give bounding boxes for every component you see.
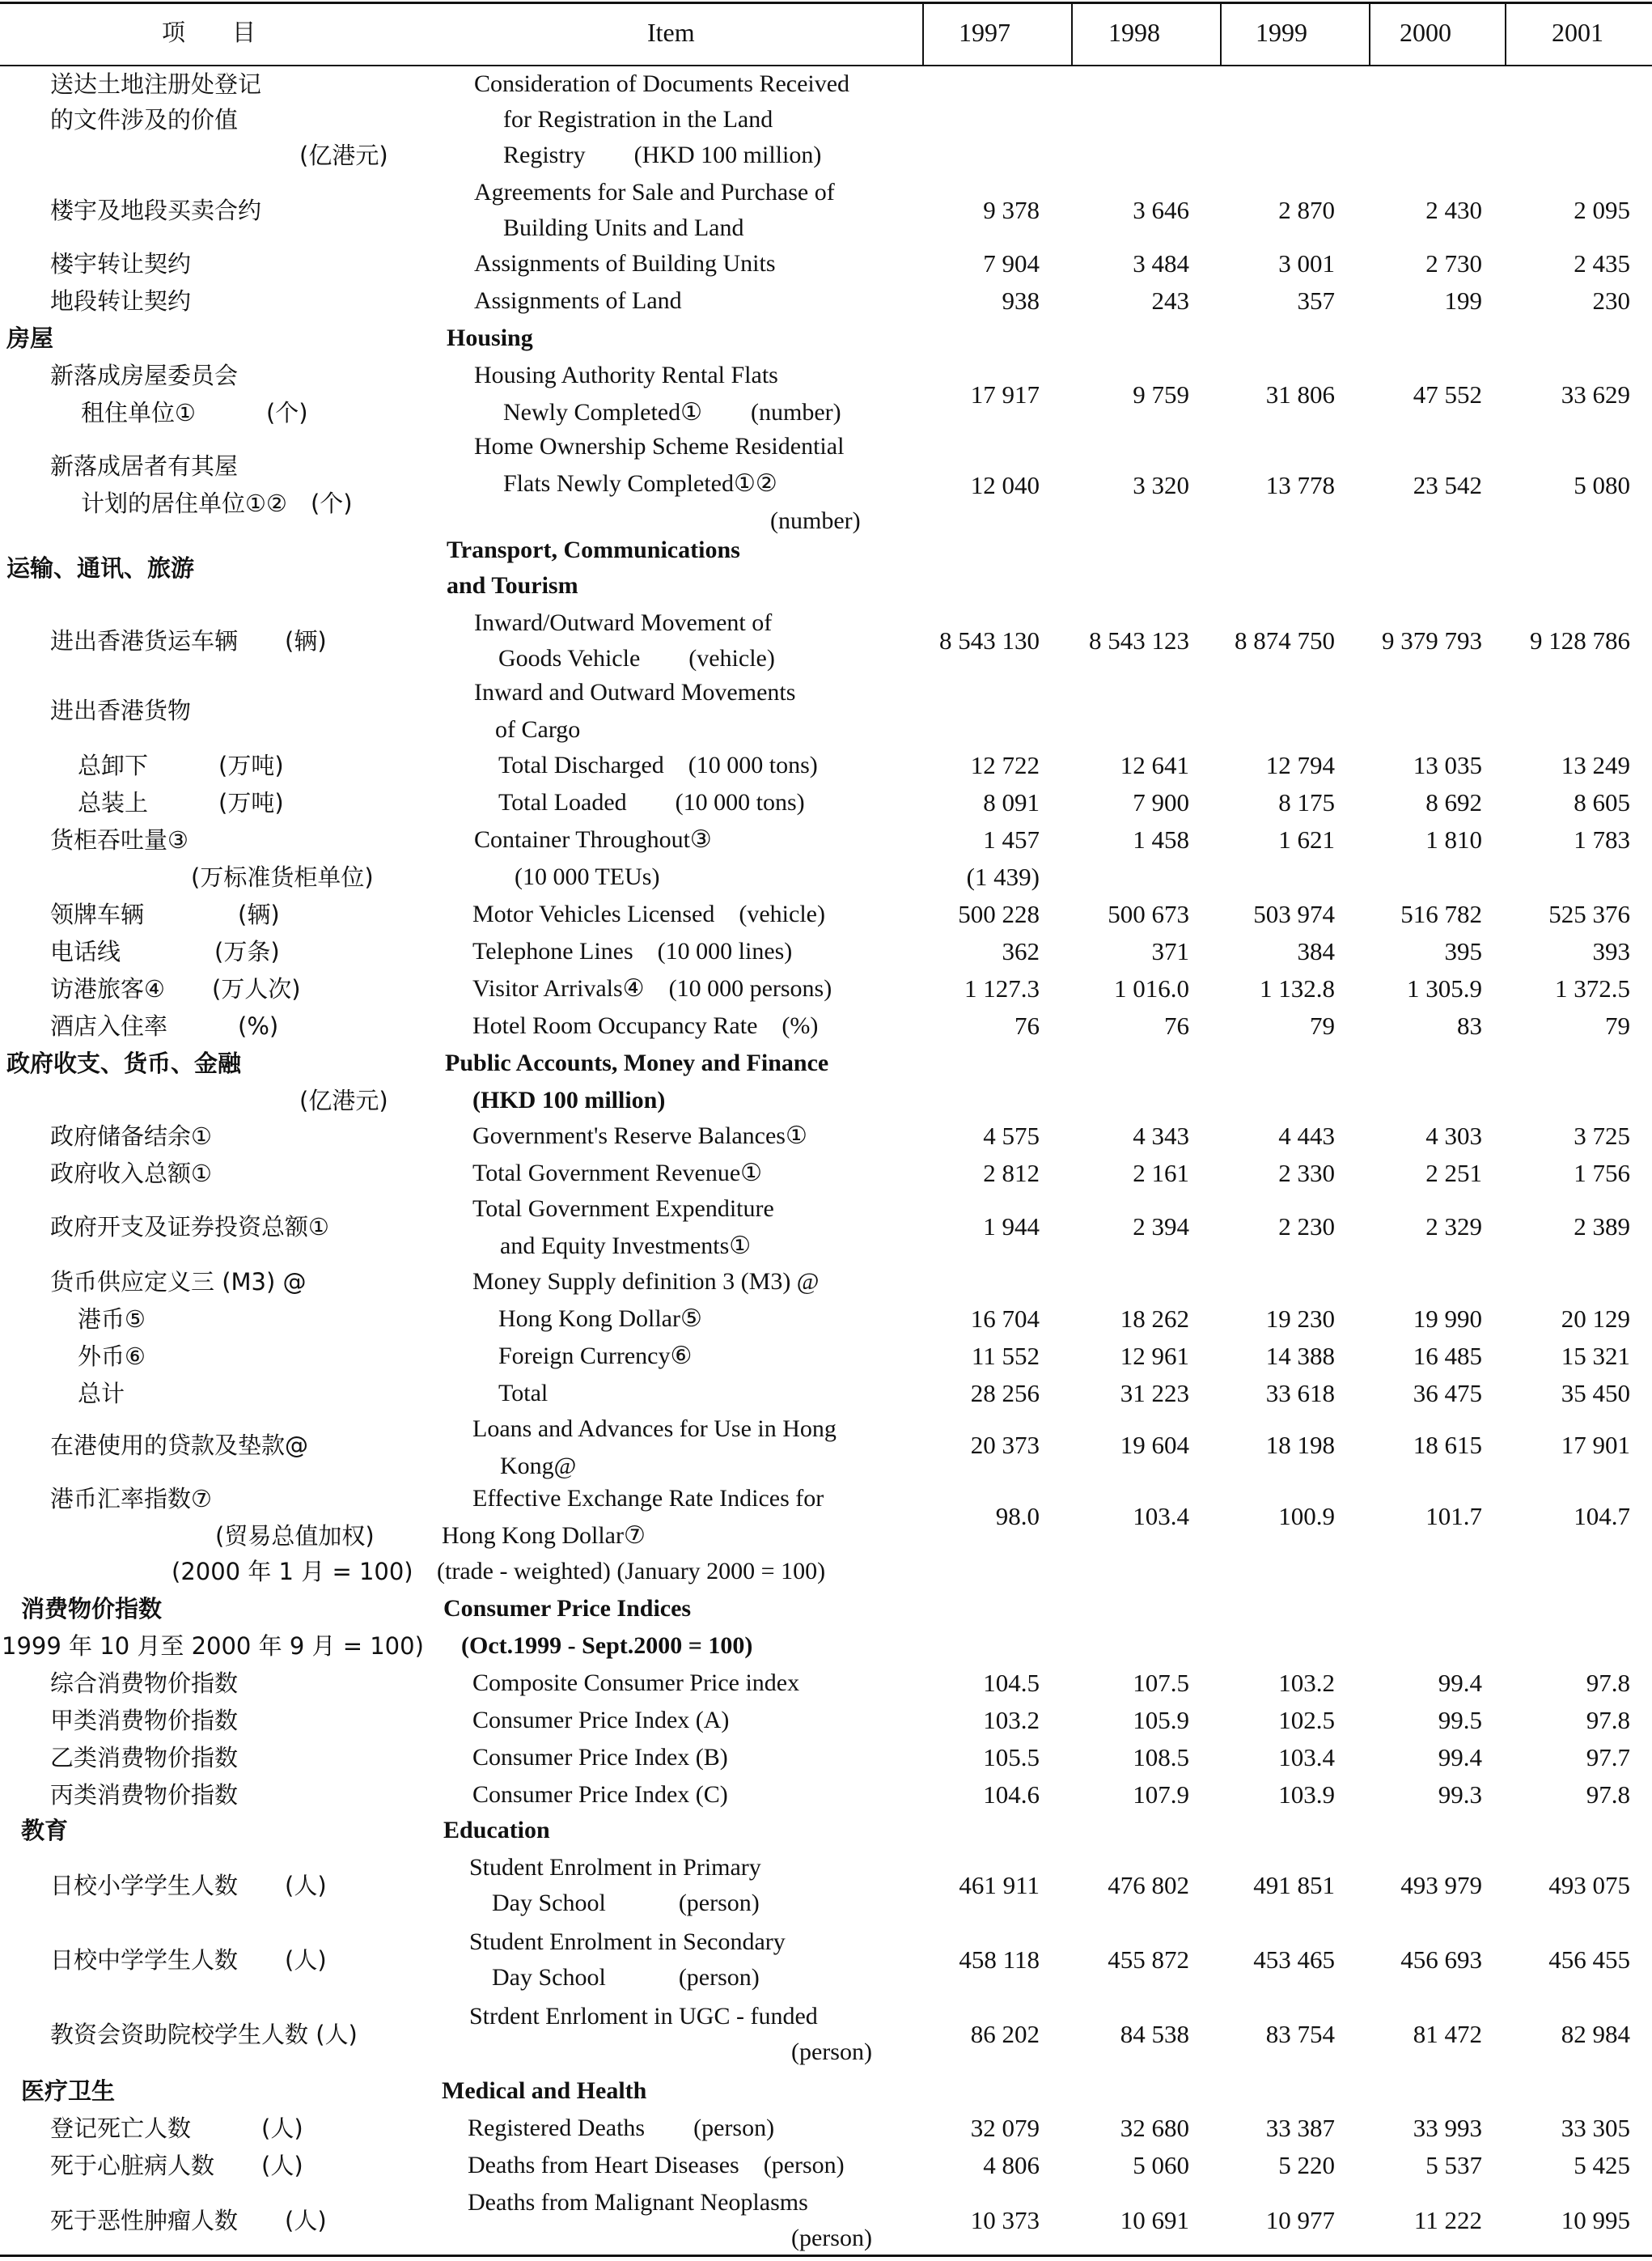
cell-value: 8 874 750 <box>1235 626 1335 655</box>
row-label-en: Deaths from Heart Diseases (person) <box>468 2152 845 2178</box>
cell-value: 35 450 <box>1561 1379 1630 1407</box>
header-item-en: Item <box>647 18 695 47</box>
row-unit-cn: (万标准货柜单位) <box>191 863 374 891</box>
row-label-en: Hotel Room Occupancy Rate (%) <box>472 1012 819 1039</box>
section-heading-en: (Oct.1999 - Sept.2000 = 100) <box>461 1632 753 1659</box>
row-label-en: Assignments of Building Units <box>474 250 776 277</box>
row-label-cn: 进出香港货运车辆 (辆) <box>50 627 327 655</box>
row-label-cn: 新落成房屋委员会 <box>50 362 239 389</box>
row-label-cn: 楼宇转让契约 <box>50 250 192 278</box>
cell-value: 107.9 <box>1133 1780 1189 1809</box>
cell-value: 500 673 <box>1108 900 1189 928</box>
cell-value: 516 782 <box>1400 900 1482 928</box>
cell-value: 230 <box>1592 286 1630 315</box>
cell-value: 15 321 <box>1561 1342 1630 1370</box>
cell-value: 83 754 <box>1265 2020 1335 2048</box>
cell-value: 2 435 <box>1574 249 1630 278</box>
cell-value: 503 974 <box>1253 900 1335 928</box>
row-label-cn: 领牌车辆 (辆) <box>50 901 280 928</box>
cell-value: 16 704 <box>970 1304 1040 1333</box>
cell-value: 103.4 <box>1133 1502 1189 1530</box>
row-label-cn: 货币供应定义三 (M3) @ <box>50 1268 307 1296</box>
row-unit-en: (person) <box>791 2038 872 2065</box>
cell-value: 5 425 <box>1574 2151 1630 2179</box>
cell-value: 8 543 123 <box>1089 626 1189 655</box>
cell-value: 97.8 <box>1586 1669 1630 1697</box>
cell-value: 28 256 <box>970 1379 1040 1407</box>
cell-value: 9 378 <box>983 196 1040 224</box>
row-label-en: Registry (HKD 100 million) <box>503 142 822 168</box>
cell-value: 1 016.0 <box>1114 974 1189 1003</box>
row-label-en: Hong Kong Dollar⑤ <box>498 1305 702 1332</box>
cell-value: 104.5 <box>983 1669 1040 1697</box>
cell-value: 1 756 <box>1574 1159 1630 1187</box>
cell-value: 455 872 <box>1108 1945 1189 1974</box>
cell-value: 493 075 <box>1548 1871 1630 1899</box>
cell-value: 12 722 <box>970 751 1040 779</box>
row-unit-cn: (亿港元) <box>299 142 388 169</box>
cell-value: 453 465 <box>1253 1945 1335 1974</box>
row-label-en: Consumer Price Index (B) <box>472 1744 728 1771</box>
row-label-cn: 综合消费物价指数 <box>50 1669 239 1697</box>
cell-value: 13 778 <box>1265 471 1335 499</box>
cell-value: 461 911 <box>959 1871 1040 1899</box>
section-heading-cn: 房屋 <box>6 325 54 352</box>
row-label-en: Newly Completed① (number) <box>503 399 841 426</box>
row-label-cn: 计划的居住单位①② (个) <box>81 490 353 517</box>
cell-value: 97.7 <box>1586 1743 1630 1771</box>
cell-value: 33 305 <box>1561 2114 1630 2142</box>
header-separator <box>1220 3 1222 65</box>
row-label-cn: 港币汇率指数⑦ <box>50 1485 212 1512</box>
cell-value: 19 990 <box>1413 1304 1482 1333</box>
row-label-cn: 外币⑥ <box>78 1343 146 1370</box>
cell-value: 7 904 <box>983 249 1040 278</box>
section-heading-en: Public Accounts, Money and Finance <box>445 1050 829 1076</box>
row-label-cn: 总卸下 (万吨) <box>78 752 284 779</box>
row-label-en: Total Discharged (10 000 tons) <box>498 752 818 778</box>
row-label-en: Hong Kong Dollar⑦ <box>442 1522 646 1549</box>
cell-value: 357 <box>1297 286 1335 315</box>
cell-value: 103.2 <box>1278 1669 1335 1697</box>
cell-value: 12 794 <box>1265 751 1335 779</box>
cell-value: 100.9 <box>1278 1502 1335 1530</box>
cell-value: 456 693 <box>1400 1945 1482 1974</box>
cell-value: 101.7 <box>1425 1502 1482 1530</box>
cell-value: 23 542 <box>1413 471 1482 499</box>
table-top-rule <box>0 2 1652 4</box>
cell-value: 11 222 <box>1413 2206 1482 2234</box>
row-label-en: Student Enrolment in Secondary <box>469 1928 786 1955</box>
cell-value: 938 <box>1002 286 1040 315</box>
row-unit-en: (person) <box>791 2225 872 2251</box>
cell-value: 4 806 <box>983 2151 1040 2179</box>
cell-value: 33 993 <box>1413 2114 1482 2142</box>
cell-value: 18 198 <box>1265 1431 1335 1459</box>
cell-value: 2 389 <box>1574 1212 1630 1241</box>
row-label-en: of Cargo <box>495 716 581 743</box>
cell-value: 7 900 <box>1133 788 1189 817</box>
row-label-en: Total Government Expenditure <box>472 1195 774 1222</box>
cell-value: 32 680 <box>1120 2114 1189 2142</box>
cell-value: 104.6 <box>983 1780 1040 1809</box>
row-label-en: Foreign Currency⑥ <box>498 1343 693 1369</box>
cell-value: 3 484 <box>1133 249 1189 278</box>
cell-value: 10 977 <box>1265 2206 1335 2234</box>
row-label-en: Goods Vehicle (vehicle) <box>498 645 775 672</box>
cell-value: 4 343 <box>1133 1122 1189 1150</box>
row-label-en: Inward/Outward Movement of <box>474 609 773 636</box>
cell-value: 1 621 <box>1278 825 1335 854</box>
header-year-1998: 1998 <box>1108 18 1160 47</box>
cell-value: 1 457 <box>983 825 1040 854</box>
row-label-en: for Registration in the Land <box>503 106 773 133</box>
cell-value: 525 376 <box>1548 900 1630 928</box>
row-label-en: Day School (person) <box>492 1890 760 1916</box>
cell-value: 103.2 <box>983 1706 1040 1734</box>
row-label-cn: 访港旅客④ (万人次) <box>50 975 301 1003</box>
cell-value: 19 230 <box>1265 1304 1335 1333</box>
row-label-cn: 港币⑤ <box>78 1305 146 1333</box>
cell-value: 3 001 <box>1278 249 1335 278</box>
cell-value: 9 379 793 <box>1382 626 1482 655</box>
row-label-en: Effective Exchange Rate Indices for <box>472 1485 824 1512</box>
cell-value: 5 537 <box>1425 2151 1482 2179</box>
cell-value: 2 812 <box>983 1159 1040 1187</box>
cell-value: 5 220 <box>1278 2151 1335 2179</box>
cell-value: 1 810 <box>1425 825 1482 854</box>
cell-value: 33 618 <box>1265 1379 1335 1407</box>
cell-value: 500 228 <box>958 900 1040 928</box>
cell-value: 2 329 <box>1425 1212 1482 1241</box>
cell-value: 13 249 <box>1561 751 1630 779</box>
row-label-en: Consideration of Documents Received <box>474 70 850 97</box>
cell-value: 5 060 <box>1133 2151 1189 2179</box>
cell-value: 4 303 <box>1425 1122 1482 1150</box>
row-unit-cn: (亿港元) <box>299 1087 388 1114</box>
row-label-en: Kong@ <box>500 1453 577 1479</box>
row-label-en: and Equity Investments① <box>500 1232 752 1259</box>
row-label-cn: 楼宇及地段买卖合约 <box>50 197 262 224</box>
row-label-en: Money Supply definition 3 (M3) @ <box>472 1268 820 1295</box>
section-heading-en: (HKD 100 million) <box>472 1087 666 1114</box>
cell-value: 33 387 <box>1265 2114 1335 2142</box>
row-label-en: Inward and Outward Movements <box>474 679 796 706</box>
row-label-cn: 送达土地注册处登记 <box>50 70 262 98</box>
row-label-en: Day School (person) <box>492 1964 760 1991</box>
row-label-en: Visitor Arrivals④ (10 000 persons) <box>472 975 832 1002</box>
cell-value: 2 430 <box>1425 196 1482 224</box>
cell-value: 99.4 <box>1438 1669 1482 1697</box>
section-heading-cn: 消费物价指数 <box>21 1595 163 1623</box>
cell-value: 12 641 <box>1120 751 1189 779</box>
section-heading-cn: 运输、通讯、旅游 <box>6 554 195 582</box>
row-label-cn: 总计 <box>78 1380 125 1407</box>
cell-value: 103.9 <box>1278 1780 1335 1809</box>
row-label-en: Registered Deaths (person) <box>468 2115 775 2141</box>
cell-value: 384 <box>1297 937 1335 965</box>
header-item-cn: 项 目 <box>162 19 256 46</box>
cell-value: 491 851 <box>1253 1871 1335 1899</box>
cell-value: 18 262 <box>1120 1304 1189 1333</box>
cell-value: 1 783 <box>1574 825 1630 854</box>
cell-value: 2 330 <box>1278 1159 1335 1187</box>
cell-value: 12 040 <box>970 471 1040 499</box>
row-label-en: Total <box>498 1380 549 1406</box>
cell-value: 13 035 <box>1413 751 1482 779</box>
row-label-en: Agreements for Sale and Purchase of <box>474 179 835 206</box>
row-label-cn: 在港使用的贷款及垫款@ <box>50 1432 309 1459</box>
cell-value: 107.5 <box>1133 1669 1189 1697</box>
cell-value: 3 725 <box>1574 1122 1630 1150</box>
cell-value: 1 132.8 <box>1260 974 1335 1003</box>
cell-value: 9 128 786 <box>1530 626 1630 655</box>
cell-value: 17 901 <box>1561 1431 1630 1459</box>
cell-value: 4 575 <box>983 1122 1040 1150</box>
cell-value: 243 <box>1151 286 1189 315</box>
row-label-cn: 政府储备结余① <box>50 1122 212 1150</box>
cell-value: 393 <box>1592 937 1630 965</box>
cell-value: 2 730 <box>1425 249 1482 278</box>
section-heading-cn: 政府收支、货币、金融 <box>6 1050 242 1077</box>
row-label-en: Building Units and Land <box>503 214 744 241</box>
row-label-cn: 新落成居者有其屋 <box>50 452 239 480</box>
row-label-en: Container Throughout③ <box>474 826 712 853</box>
row-label-cn: 登记死亡人数 (人) <box>50 2115 303 2142</box>
row-label-cn: 的文件涉及的价值 <box>50 106 239 134</box>
cell-value: 99.3 <box>1438 1780 1482 1809</box>
row-label-cn: 1999 年 10 月至 2000 年 9 月 = 100) <box>2 1632 424 1660</box>
cell-value: 8 543 130 <box>939 626 1040 655</box>
header-year-2000: 2000 <box>1400 18 1451 47</box>
header-separator <box>922 3 924 65</box>
cell-value: 76 <box>1014 1012 1040 1040</box>
cell-value: 99.4 <box>1438 1743 1482 1771</box>
row-label-en: Home Ownership Scheme Residential <box>474 433 845 460</box>
row-label-en: Consumer Price Index (C) <box>472 1781 728 1808</box>
row-label-cn: 电话线 (万条) <box>50 938 280 965</box>
row-label-cn: 丙类消费物价指数 <box>50 1781 239 1809</box>
cell-value-revised: (1 439) <box>966 863 1040 891</box>
cell-value: 83 <box>1457 1012 1482 1040</box>
cell-value: 103.4 <box>1278 1743 1335 1771</box>
row-label-en: Deaths from Malignant Neoplasms <box>468 2189 808 2216</box>
cell-value: 1 944 <box>983 1212 1040 1241</box>
row-label-cn: 政府收入总额① <box>50 1160 212 1187</box>
cell-value: 14 388 <box>1265 1342 1335 1370</box>
row-label-en: Student Enrolment in Primary <box>469 1854 761 1881</box>
cell-value: 18 615 <box>1413 1431 1482 1459</box>
row-label-cn: 日校小学学生人数 (人) <box>50 1872 327 1899</box>
row-unit-en: (number) <box>770 507 861 534</box>
section-heading-en: and Tourism <box>447 572 578 599</box>
cell-value: 10 691 <box>1120 2206 1189 2234</box>
row-unit-en: (10 000 TEUs) <box>515 863 660 890</box>
row-label-cn: (贸易总值加权) <box>215 1522 375 1550</box>
row-label-cn: 租住单位① (个) <box>81 399 308 426</box>
cell-value: 97.8 <box>1586 1706 1630 1734</box>
cell-value: 31 806 <box>1265 380 1335 409</box>
section-heading-en: Medical and Health <box>442 2077 647 2104</box>
cell-value: 476 802 <box>1108 1871 1189 1899</box>
cell-value: 2 095 <box>1574 196 1630 224</box>
cell-value: 1 127.3 <box>964 974 1040 1003</box>
header-separator <box>1505 3 1506 65</box>
cell-value: 33 629 <box>1561 380 1630 409</box>
row-label-cn: 教资会资助院校学生人数 (人) <box>50 2021 358 2048</box>
row-label-en: Flats Newly Completed①② <box>503 470 777 497</box>
cell-value: 102.5 <box>1278 1706 1335 1734</box>
cell-value: 79 <box>1310 1012 1335 1040</box>
row-label-en: Composite Consumer Price index <box>472 1669 800 1696</box>
row-label-cn: 酒店入住率 (%) <box>50 1012 279 1040</box>
cell-value: 84 538 <box>1120 2020 1189 2048</box>
cell-value: 16 485 <box>1413 1342 1482 1370</box>
row-label-cn: 地段转让契约 <box>50 287 192 315</box>
header-separator <box>1369 3 1370 65</box>
cell-value: 82 984 <box>1561 2020 1630 2048</box>
cell-value: 12 961 <box>1120 1342 1189 1370</box>
cell-value: 8 605 <box>1574 788 1630 817</box>
cell-value: 97.8 <box>1586 1780 1630 1809</box>
section-heading-en: Consumer Price Indices <box>443 1595 692 1622</box>
section-heading-en: Transport, Communications <box>447 537 740 563</box>
cell-value: 1 372.5 <box>1555 974 1630 1003</box>
cell-value: 2 394 <box>1133 1212 1189 1241</box>
row-label-cn: 货柜吞吐量③ <box>50 826 188 854</box>
cell-value: 362 <box>1002 937 1040 965</box>
cell-value: 99.5 <box>1438 1706 1482 1734</box>
cell-value: 458 118 <box>959 1945 1040 1974</box>
row-label-en: Total Loaded (10 000 tons) <box>498 789 805 816</box>
row-label-cn: (2000 年 1 月 = 100) <box>172 1558 413 1585</box>
header-year-1997: 1997 <box>959 18 1010 47</box>
cell-value: 11 552 <box>971 1342 1040 1370</box>
cell-value: 199 <box>1444 286 1482 315</box>
row-label-en: Housing Authority Rental Flats <box>474 362 778 388</box>
cell-value: 5 080 <box>1574 471 1630 499</box>
cell-value: 8 692 <box>1425 788 1482 817</box>
row-label-cn: 乙类消费物价指数 <box>50 1744 239 1771</box>
cell-value: 493 979 <box>1400 1871 1482 1899</box>
cell-value: 47 552 <box>1413 380 1482 409</box>
cell-value: 1 458 <box>1133 825 1189 854</box>
cell-value: 371 <box>1151 937 1189 965</box>
cell-value: 456 455 <box>1548 1945 1630 1974</box>
cell-value: 20 129 <box>1561 1304 1630 1333</box>
row-label-en: Motor Vehicles Licensed (vehicle) <box>472 901 825 927</box>
header-year-1999: 1999 <box>1256 18 1307 47</box>
row-label-en: Consumer Price Index (A) <box>472 1707 730 1733</box>
cell-value: 20 373 <box>970 1431 1040 1459</box>
cell-value: 36 475 <box>1413 1379 1482 1407</box>
cell-value: 98.0 <box>995 1502 1040 1530</box>
cell-value: 2 870 <box>1278 196 1335 224</box>
cell-value: 17 917 <box>970 380 1040 409</box>
row-label-en: Telephone Lines (10 000 lines) <box>472 938 793 965</box>
row-label-cn: 死于心脏病人数 (人) <box>50 2152 303 2179</box>
section-heading-en: Education <box>443 1817 550 1843</box>
cell-value: 395 <box>1444 937 1482 965</box>
row-label-en: Loans and Advances for Use in Hong <box>472 1415 837 1442</box>
row-label-en: Assignments of Land <box>474 287 682 314</box>
section-heading-en: Housing <box>447 325 533 351</box>
section-heading-cn: 医疗卫生 <box>21 2077 116 2105</box>
row-label-cn: 死于恶性肿瘤人数 (人) <box>50 2207 327 2234</box>
row-label-cn: 政府开支及证券投资总额① <box>50 1213 329 1241</box>
cell-value: 32 079 <box>970 2114 1040 2142</box>
cell-value: 10 373 <box>970 2206 1040 2234</box>
header-separator <box>1071 3 1073 65</box>
cell-value: 76 <box>1164 1012 1189 1040</box>
cell-value: 19 604 <box>1120 1431 1189 1459</box>
row-label-en: (trade - weighted) (January 2000 = 100) <box>437 1558 826 1584</box>
row-label-cn: 甲类消费物价指数 <box>50 1707 239 1734</box>
cell-value: 105.9 <box>1133 1706 1189 1734</box>
section-heading-cn: 教育 <box>21 1817 69 1844</box>
row-label-cn: 进出香港货物 <box>50 697 192 724</box>
cell-value: 8 175 <box>1278 788 1335 817</box>
cell-value: 81 472 <box>1413 2020 1482 2048</box>
cell-value: 4 443 <box>1278 1122 1335 1150</box>
header-year-2001: 2001 <box>1552 18 1603 47</box>
row-label-en: Strdent Enrloment in UGC - funded <box>469 2003 818 2030</box>
cell-value: 79 <box>1605 1012 1630 1040</box>
cell-value: 2 251 <box>1425 1159 1482 1187</box>
cell-value: 1 305.9 <box>1407 974 1482 1003</box>
cell-value: 3 320 <box>1133 471 1189 499</box>
cell-value: 2 161 <box>1133 1159 1189 1187</box>
cell-value: 9 759 <box>1133 380 1189 409</box>
cell-value: 10 995 <box>1561 2206 1630 2234</box>
row-label-en: Government's Reserve Balances① <box>472 1122 807 1149</box>
cell-value: 8 091 <box>983 788 1040 817</box>
row-label-cn: 日校中学学生人数 (人) <box>50 1946 327 1974</box>
cell-value: 2 230 <box>1278 1212 1335 1241</box>
cell-value: 86 202 <box>970 2020 1040 2048</box>
cell-value: 3 646 <box>1133 196 1189 224</box>
cell-value: 105.5 <box>983 1743 1040 1771</box>
cell-value: 31 223 <box>1120 1379 1189 1407</box>
cell-value: 104.7 <box>1574 1502 1630 1530</box>
cell-value: 108.5 <box>1133 1743 1189 1771</box>
row-label-cn: 总装上 (万吨) <box>78 789 284 817</box>
row-label-en: Total Government Revenue① <box>472 1160 763 1186</box>
